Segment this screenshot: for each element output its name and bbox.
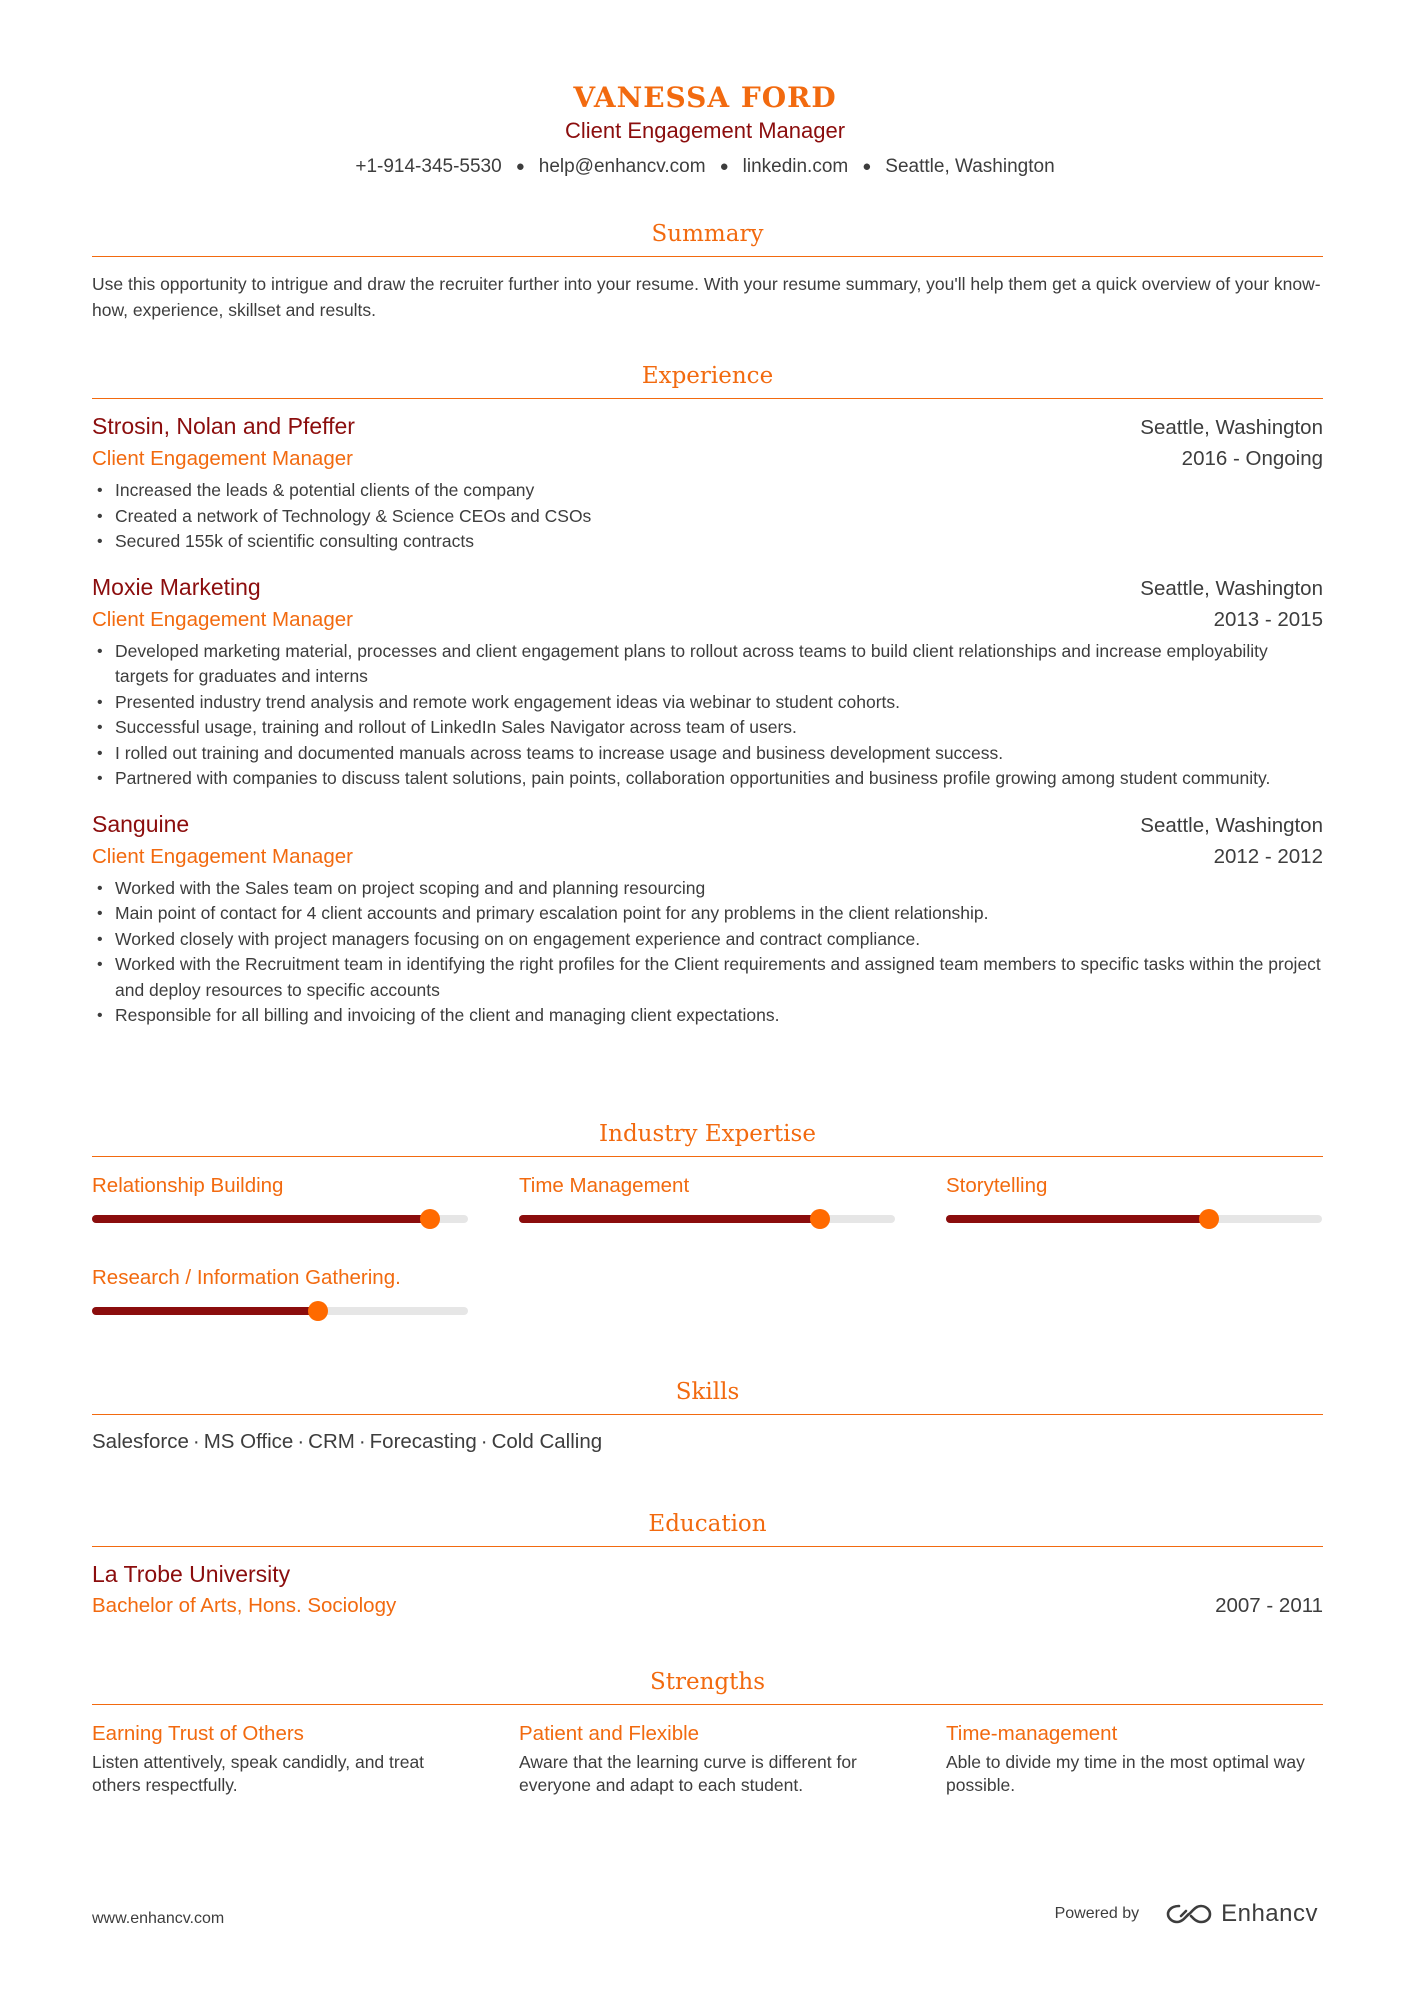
expertise-bar-fill (92, 1215, 430, 1223)
bullet-item: • Presented industry trend analysis and remote work engagement ideas via webinar to student cohorts. (92, 690, 1323, 716)
enhancv-logo-icon (1165, 1902, 1213, 1926)
expertise-bar-knob (1199, 1209, 1219, 1229)
expertise-bar-fill (946, 1215, 1209, 1223)
expertise-label: Storytelling (946, 1174, 1048, 1197)
separator-dot: ● (515, 158, 525, 175)
expertise-label: Time Management (519, 1174, 690, 1197)
bullet-item: • Created a network of Technology & Science CEOs and CSOs (92, 504, 1323, 530)
expertise-label: Relationship Building (92, 1174, 284, 1197)
separator-dot: ● (862, 158, 872, 175)
expertise-bar (519, 1215, 895, 1223)
expertise-bar-fill (92, 1307, 318, 1315)
skills-heading: Skills (92, 1376, 1323, 1415)
strength-description: Able to divide my time in the most optimal way possible. (946, 1752, 1305, 1795)
experience-heading: Experience (92, 360, 1323, 399)
job-company: Sanguine (92, 810, 190, 837)
expertise-heading: Industry Expertise (92, 1118, 1323, 1157)
job-location: Seattle, Washington (1140, 813, 1323, 837)
job-dates: 2016 - Ongoing (1181, 447, 1323, 470)
skill-separator: · (297, 1430, 305, 1453)
job-company: Moxie Marketing (92, 573, 261, 600)
powered-by-label: Powered by (1054, 1905, 1140, 1922)
strength-description: Aware that the learning curve is different for everyone and adapt to each student. (519, 1752, 857, 1795)
expertise-bar-knob (810, 1209, 830, 1229)
candidate-name: VANESSA FORD (573, 81, 837, 114)
linkedin[interactable]: linkedin.com (742, 156, 849, 177)
expertise-section (92, 1118, 1323, 1355)
skill-item: Salesforce (92, 1430, 189, 1453)
skills-section (92, 1376, 1323, 1457)
strengths-heading: Strengths (92, 1666, 1323, 1705)
job-title: Client Engagement Manager (92, 447, 353, 470)
expertise-bar (92, 1215, 468, 1223)
strength-title: Patient and Flexible (519, 1722, 700, 1745)
expertise-bar (946, 1215, 1322, 1223)
skills-list (92, 1427, 1323, 1457)
enhancv-brand-name: Enhancv (1221, 1900, 1318, 1927)
bullet-item: • Worked closely with project managers focusing on on engagement experience and contract compliance. (92, 927, 1323, 953)
separator-dot: ● (719, 158, 729, 175)
bullet-item: • Worked with the Sales team on project scoping and and planning resourcing (92, 876, 1323, 902)
summary-text: Use this opportunity to intrigue and draw the recruiter further into your resume. With your resume summary, you'll help them get a quick overview of your know-how, experience, skillset and results. (92, 274, 1321, 320)
strength-title: Earning Trust of Others (92, 1722, 304, 1745)
summary-section (92, 218, 1323, 323)
job-location: Seattle, Washington (1140, 416, 1323, 439)
job-bullets (92, 639, 1323, 792)
strength-item (92, 1719, 468, 1797)
education-dates: 2007 - 2011 (1215, 1594, 1323, 1617)
job-title: Client Engagement Manager (92, 844, 353, 868)
expertise-bar-knob (308, 1301, 328, 1321)
education-degree: Bachelor of Arts, Hons. Sociology (92, 1594, 397, 1617)
location: Seattle, Washington (885, 156, 1055, 177)
job-title: Client Engagement Manager (92, 607, 353, 631)
resume-header (0, 80, 1410, 180)
job-location: Seattle, Washington (1140, 576, 1323, 600)
phone: +1-914-345-5530 (355, 156, 502, 177)
bullet-item: • Responsible for all billing and invoicing of the client and managing client expectations. (92, 1003, 1323, 1029)
bullet-item: • Secured 155k of scientific consulting contracts (92, 529, 1323, 555)
bullet-item: • Partnered with companies to discuss talent solutions, pain points, collaboration opportunities and business profile growing among student community. (92, 766, 1323, 792)
expertise-item (519, 1171, 895, 1263)
job-entry (92, 809, 1323, 1029)
job-company: Strosin, Nolan and Pfeffer (92, 413, 355, 439)
strength-description: Listen attentively, speak candidly, and treat others respectfully. (92, 1752, 425, 1795)
skill-item: CRM (308, 1430, 355, 1453)
expertise-item (946, 1171, 1322, 1263)
education-heading: Education (92, 1508, 1323, 1547)
strength-item (946, 1719, 1322, 1797)
footer-website[interactable]: www.enhancv.com (92, 1910, 225, 1927)
expertise-bar-fill (519, 1215, 820, 1223)
skill-item: Cold Calling (491, 1430, 603, 1453)
expertise-label: Research / Information Gathering. (92, 1266, 401, 1289)
job-bullets (92, 478, 1323, 555)
expertise-grid (92, 1171, 1323, 1355)
bullet-item: • I rolled out training and documented manuals across teams to increase usage and business development success. (92, 741, 1323, 767)
skill-separator: · (480, 1430, 488, 1453)
bullet-item: • Worked with the Recruitment team in identifying the right profiles for the Client requirements and assigned team members to specific tasks within the project and deploy resources to specific accounts (92, 952, 1323, 1003)
job-bullets (92, 876, 1323, 1029)
strength-item (519, 1719, 895, 1797)
education-entry (92, 1559, 1323, 1621)
job-dates: 2013 - 2015 (1213, 607, 1323, 631)
bullet-item: • Increased the leads & potential clients of the company (92, 478, 1323, 504)
expertise-bar-knob (420, 1209, 440, 1229)
candidate-title: Client Engagement Manager (564, 118, 846, 143)
strength-title: Time-management (946, 1722, 1118, 1745)
skill-item: Forecasting (369, 1430, 477, 1453)
expertise-item (92, 1263, 468, 1355)
expertise-item (92, 1171, 468, 1263)
contact-line (0, 154, 1410, 180)
strengths-grid (92, 1719, 1323, 1797)
job-entry (92, 572, 1323, 792)
bullet-item: • Developed marketing material, processes and client engagement plans to rollout across teams to build client relationships and increase employability targets for graduates and interns (92, 639, 1323, 690)
summary-heading: Summary (92, 218, 1323, 257)
experience-section (92, 360, 1323, 1029)
expertise-bar (92, 1307, 468, 1315)
job-dates: 2012 - 2012 (1213, 844, 1323, 868)
bullet-item: • Main point of contact for 4 client accounts and primary escalation point for any problems in the client relationship. (92, 901, 1323, 927)
skill-separator: · (192, 1430, 200, 1453)
bullet-item: • Successful usage, training and rollout of LinkedIn Sales Navigator across team of users. (92, 715, 1323, 741)
skill-separator: · (358, 1430, 366, 1453)
skill-item: MS Office (203, 1430, 294, 1453)
education-school: La Trobe University (92, 1561, 291, 1587)
footer-branding (1055, 1900, 1318, 1928)
job-entry (92, 411, 1323, 555)
email[interactable]: help@enhancv.com (538, 156, 706, 177)
strengths-section (92, 1666, 1323, 1797)
education-section (92, 1508, 1323, 1621)
